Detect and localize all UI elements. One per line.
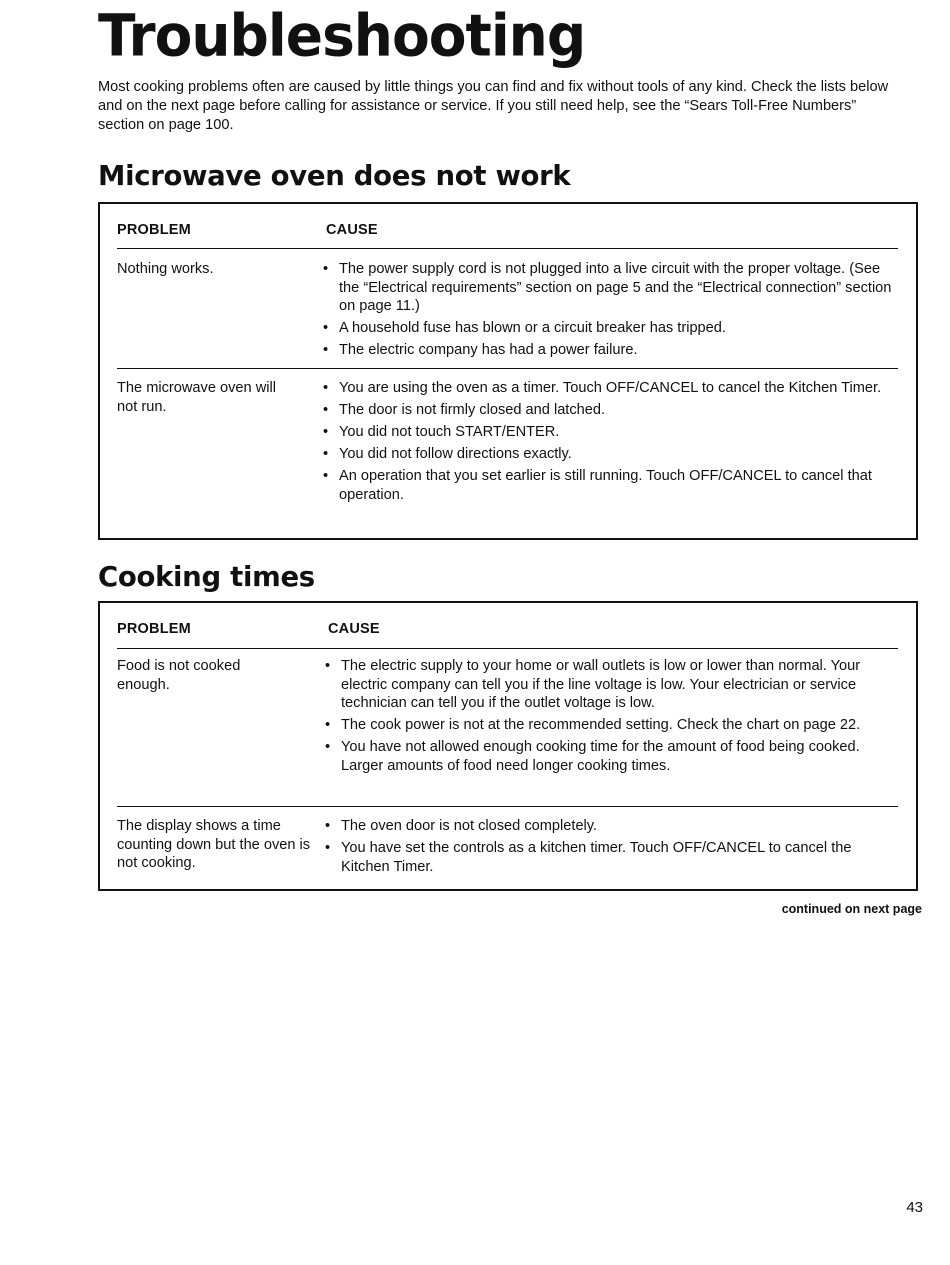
cause-item: • The oven door is not closed completely. — [325, 817, 898, 836]
column-header-cause: CAUSE — [326, 222, 378, 238]
problem-text: Nothing works. — [117, 261, 214, 277]
continued-note: continued on next page — [781, 902, 922, 916]
column-header-problem: PROBLEM — [117, 222, 191, 238]
cause-item: • You have set the controls as a kitchen timer. Touch OFF/CANCEL to cancel the Kitchen Timer. — [325, 839, 898, 876]
cause-item: • You have not allowed enough cooking time for the amount of food being cooked. Larger amounts of food need longer cooking times. — [325, 738, 898, 775]
header-divider — [117, 648, 898, 649]
cause-item: • The door is not firmly closed and latched. — [323, 401, 898, 420]
cause-item: • You did not touch START/ENTER. — [323, 423, 898, 442]
cause-item: • The electric supply to your home or wall outlets is low or lower than normal. Your electric company can tell you if the line voltage is low. Your electrician or service technician can tell you if the outlet voltage is low. — [325, 657, 898, 713]
column-header-cause: CAUSE — [328, 621, 380, 637]
troubleshooting-table-cooking-times — [98, 601, 918, 891]
cause-item: • The cook power is not at the recommended setting. Check the chart on page 22. — [325, 716, 898, 735]
cause-list — [323, 379, 898, 508]
section-heading-microwave: Microwave oven does not work — [98, 160, 571, 192]
cause-item: • The electric company has had a power failure. — [323, 341, 898, 360]
page-number: 43 — [906, 1199, 923, 1216]
cause-list — [323, 260, 898, 363]
column-header-problem: PROBLEM — [117, 621, 191, 637]
cause-item: • A household fuse has blown or a circuit breaker has tripped. — [323, 319, 898, 338]
problem-text: The display shows a time counting down but the oven is not cooking. — [117, 818, 311, 871]
problem-text: The microwave oven will not run. — [117, 380, 276, 415]
cause-list — [325, 657, 898, 779]
section-heading-cooking-times: Cooking times — [98, 561, 315, 593]
cause-item: • You did not follow directions exactly. — [323, 445, 898, 464]
troubleshooting-table-microwave — [98, 202, 918, 540]
cause-list — [325, 817, 898, 880]
cause-item: • You are using the oven as a timer. Touch OFF/CANCEL to cancel the Kitchen Timer. — [323, 379, 898, 398]
cause-item: • An operation that you set earlier is still running. Touch OFF/CANCEL to cancel that operation. — [323, 467, 898, 504]
header-divider — [117, 248, 898, 249]
row-divider — [117, 806, 898, 807]
problem-text: Food is not cooked enough. — [117, 658, 241, 693]
row-divider — [117, 368, 898, 369]
page-title: Troubleshooting — [98, 2, 586, 70]
cause-item: • The power supply cord is not plugged into a live circuit with the proper voltage. (See the “Electrical requirements” section on page 5 and the “Electrical connection” section on page 11.) — [323, 260, 898, 316]
intro-paragraph: Most cooking problems often are caused by little things you can find and fix without tools of any kind. Check the lists below and on the next page before calling for assistance or service. If you still need help, see the “Sears Toll-Free Numbers” section on page 100. — [98, 79, 889, 133]
